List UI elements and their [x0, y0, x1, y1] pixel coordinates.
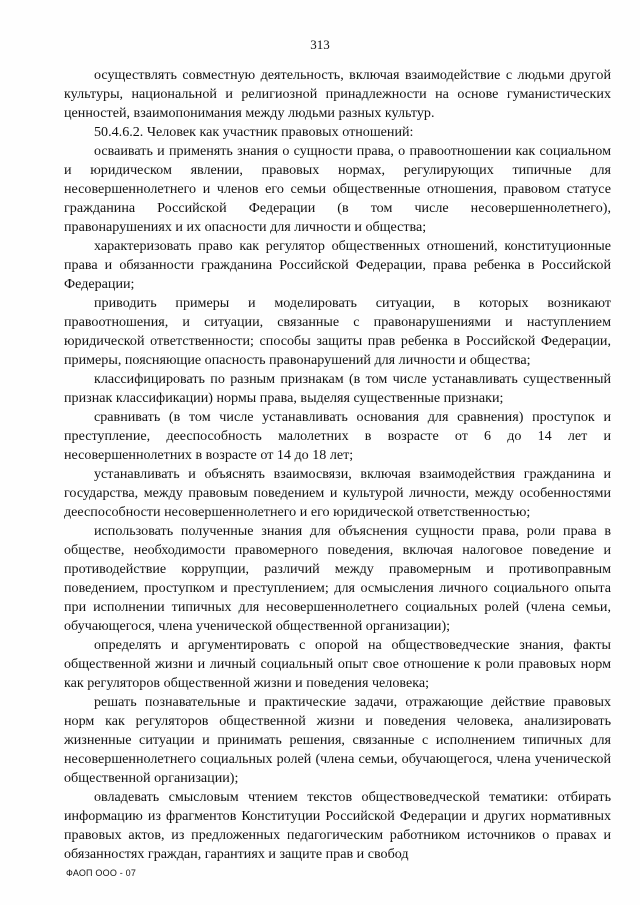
- paragraph: осваивать и применять знания о сущности права, о правоотношении как социальном и юридическом явлении, правовых нормах, регулирующих типичные для несовершеннолетнего и членов его семьи общественные отношения, правовом статусе гражданина Российской Федерации (в том числе несовершеннолетнего), правонарушениях и их опасности для личности и общества;: [64, 143, 611, 235]
- document-body: [64, 66, 611, 864]
- paragraph: определять и аргументировать с опорой на обществоведческие знания, факты общественной жизни и личный социальный опыт свое отношение к роли правовых норм как регуляторов общественной жизни и поведения человека;: [64, 637, 611, 691]
- paragraph: овладевать смысловым чтением текстов обществоведческой тематики: отбирать информацию из фрагментов Конституции Российской Федерации и других нормативных правовых актов, из предложенных педагогическим работником источников о правах и обязанностях граждан, гарантиях и защите прав и свобод: [64, 789, 611, 862]
- paragraph: решать познавательные и практические задачи, отражающие действие правовых норм как регуляторов общественной жизни и поведения человека, анализировать жизненные ситуации и принимать решения, связанные с исполнением типичных для несовершеннолетнего социальных ролей (члена семьи, обучающегося, члена ученической общественной организации);: [64, 694, 611, 786]
- paragraph: устанавливать и объяснять взаимосвязи, включая взаимодействия гражданина и государства, между правовым поведением и культурой личности, между особенностями дееспособности несовершеннолетнего и его юридической ответственностью;: [64, 466, 611, 520]
- page-number: 313: [310, 37, 330, 52]
- paragraph: сравнивать (в том числе устанавливать основания для сравнения) проступок и преступление, дееспособность малолетних в возрасте от 6 до 14 лет и несовершеннолетних в возрасте от 14 до 18 лет;: [64, 409, 611, 463]
- paragraph: характеризовать право как регулятор общественных отношений, конституционные права и обязанности гражданина Российской Федерации, права ребенка в Российской Федерации;: [64, 238, 611, 292]
- paragraph-continuation: осуществлять совместную деятельность, включая взаимодействие с людьми другой культуры, национальной и религиозной принадлежности на основе гуманистических ценностей, взаимопонимания между людьми разных культур.: [64, 67, 611, 121]
- section-heading: 50.4.6.2. Человек как участник правовых отношений:: [94, 124, 414, 140]
- footer-code: ФАОП ООО - 07: [66, 868, 137, 878]
- paragraph: приводить примеры и моделировать ситуации, в которых возникают правоотношения, и ситуации, связанные с правонарушениями и наступлением юридической ответственности; способы защиты прав ребенка в Российской Федерации, примеры, поясняющие опасность правонарушений для личности и общества;: [64, 295, 611, 368]
- paragraph: использовать полученные знания для объяснения сущности права, роли права в обществе, необходимости правомерного поведения, включая налоговое поведение и противодействие коррупции, различий между правомерным и противоправным поведением, проступком и преступлением; для осмысления личного социального опыта при исполнении типичных для несовершеннолетнего социальных ролей (члена семьи, обучающегося, члена ученической общественной организации);: [64, 523, 611, 634]
- paragraph: классифицировать по разным признакам (в том числе устанавливать существенный признак классификации) нормы права, выделяя существенные признаки;: [64, 371, 611, 406]
